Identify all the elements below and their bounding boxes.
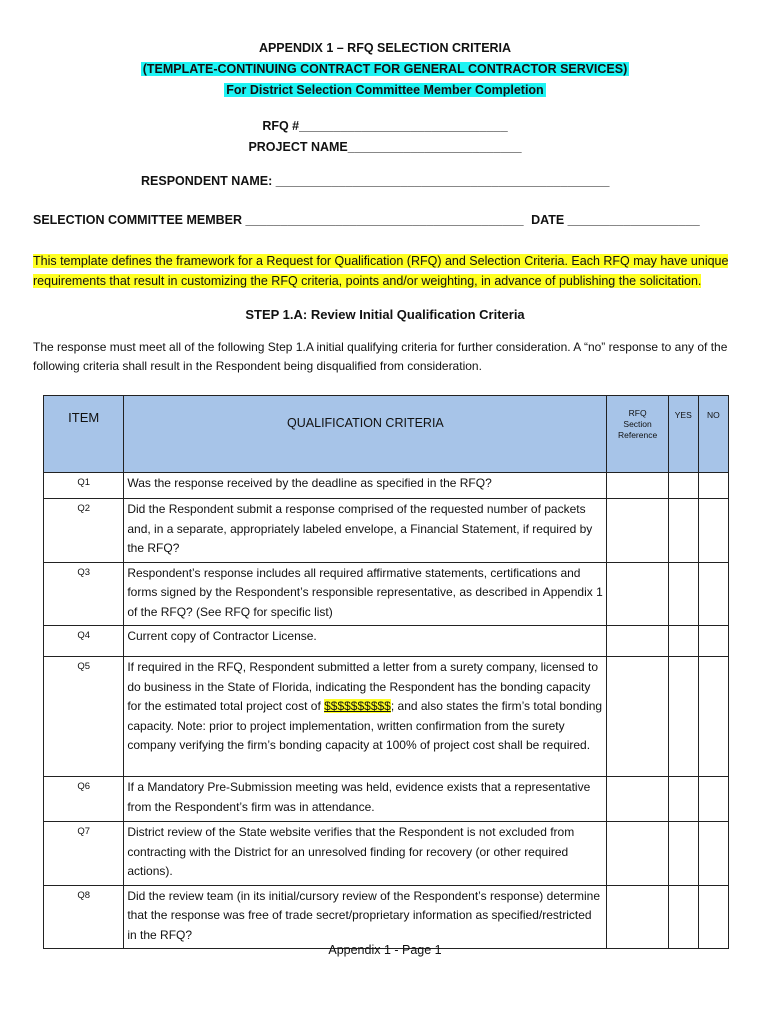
yes-cell[interactable] bbox=[668, 777, 698, 822]
no-cell[interactable] bbox=[698, 822, 728, 886]
criteria-text bbox=[124, 657, 607, 777]
page-title: APPENDIX 1 – RFQ SELECTION CRITERIA bbox=[258, 41, 512, 55]
reference-header-line: RFQ bbox=[628, 408, 647, 418]
table-row bbox=[44, 473, 729, 499]
reference-header-line: Section bbox=[623, 419, 652, 429]
reference-cell[interactable] bbox=[607, 822, 668, 886]
page-subtitle: (TEMPLATE-CONTINUING CONTRACT FOR GENERAL CONTRACTOR SERVICES) bbox=[142, 62, 628, 76]
step-intro: The response must meet all of the following Step 1.A initial qualifying criteria for further consideration. A “no” response to any of the following criteria shall result in the Respondent being disqualified from consideration. bbox=[33, 340, 728, 373]
item-id: Q7 bbox=[44, 822, 124, 886]
table-row bbox=[44, 499, 729, 563]
table-header-row bbox=[44, 396, 729, 473]
committee-member-field[interactable]: SELECTION COMMITTEE MEMBER ________________________________________ bbox=[33, 213, 524, 227]
page-footer: Appendix 1 - Page 1 bbox=[328, 943, 442, 957]
reference-cell[interactable] bbox=[607, 777, 668, 822]
rfq-fields bbox=[0, 116, 770, 158]
item-id: Q5 bbox=[44, 657, 124, 777]
yes-cell[interactable] bbox=[668, 657, 698, 777]
committee-member-line bbox=[33, 210, 700, 231]
yes-cell[interactable] bbox=[668, 626, 698, 657]
criteria-text: Was the response received by the deadline as specified in the RFQ? bbox=[124, 473, 607, 499]
step-heading: STEP 1.A: Review Initial Qualification Criteria bbox=[245, 307, 525, 322]
reference-cell[interactable] bbox=[607, 885, 668, 949]
table-row bbox=[44, 626, 729, 657]
criteria-header: QUALIFICATION CRITERIA bbox=[124, 396, 607, 473]
yes-cell[interactable] bbox=[668, 885, 698, 949]
reference-cell[interactable] bbox=[607, 499, 668, 563]
date-field[interactable]: DATE ___________________ bbox=[531, 213, 700, 227]
reference-header-line: Reference bbox=[617, 430, 658, 440]
criteria-text: Did the review team (in its initial/cursory review of the Respondent’s response) determine that the response was free of trade secret/proprietary information as specified/restricted in the RFQ? bbox=[124, 885, 607, 949]
item-header: ITEM bbox=[44, 396, 124, 473]
table-row bbox=[44, 885, 729, 949]
item-id: Q3 bbox=[44, 562, 124, 626]
item-id: Q4 bbox=[44, 626, 124, 657]
rfq-number-field[interactable]: RFQ #______________________________ bbox=[262, 119, 508, 133]
yes-cell[interactable] bbox=[668, 822, 698, 886]
template-note bbox=[33, 251, 733, 291]
table-row bbox=[44, 657, 729, 777]
no-cell[interactable] bbox=[698, 657, 728, 777]
yes-cell[interactable] bbox=[668, 499, 698, 563]
no-cell[interactable] bbox=[698, 499, 728, 563]
reference-cell[interactable] bbox=[607, 657, 668, 777]
yes-cell[interactable] bbox=[668, 562, 698, 626]
criteria-table bbox=[43, 395, 729, 949]
completion-note: For District Selection Committee Member Completion bbox=[226, 83, 544, 97]
title-block bbox=[0, 38, 770, 101]
no-cell[interactable] bbox=[698, 777, 728, 822]
criteria-text: Respondent’s response includes all required affirmative statements, certifications and forms signed by the Respondent’s responsible representative, as described in Appendix 1 of the RFQ? (See RFQ for specific list) bbox=[124, 562, 607, 626]
table-row bbox=[44, 562, 729, 626]
no-cell[interactable] bbox=[698, 562, 728, 626]
project-cost-placeholder: $$$$$$$$$$ bbox=[324, 699, 391, 713]
criteria-text: Did the Respondent submit a response comprised of the requested number of packets and, in a separate, appropriately labeled envelope, a Financial Statement, if required by the RFQ? bbox=[124, 499, 607, 563]
criteria-text: District review of the State website verifies that the Respondent is not excluded from contracting with the District for an unresolved finding for recovery (or other required actions). bbox=[124, 822, 607, 886]
reference-cell[interactable] bbox=[607, 626, 668, 657]
reference-header bbox=[607, 396, 668, 473]
reference-cell[interactable] bbox=[607, 473, 668, 499]
no-cell[interactable] bbox=[698, 626, 728, 657]
reference-cell[interactable] bbox=[607, 562, 668, 626]
table-row bbox=[44, 777, 729, 822]
criteria-text-part: If required in the RFQ, Respondent submitted a letter from a surety company, licensed to do business in the State of Florida, indicating the Respondent has the bonding capacity for the estimated total project cost of bbox=[127, 660, 599, 713]
template-note-text: This template defines the framework for a Request for Qualification (RFQ) and Selection Criteria. Each RFQ may have unique requirements that result in customizing the RFQ criteria, points and/or weighting, in advance of publishing the solicitation. bbox=[33, 254, 729, 288]
respondent-name-field[interactable]: RESPONDENT NAME: ________________________________________________ bbox=[141, 174, 610, 188]
item-id: Q8 bbox=[44, 885, 124, 949]
criteria-text: If a Mandatory Pre-Submission meeting was held, evidence exists that a representative from the Respondent’s firm was in attendance. bbox=[124, 777, 607, 822]
item-id: Q1 bbox=[44, 473, 124, 499]
criteria-text: Current copy of Contractor License. bbox=[124, 626, 607, 657]
table-row bbox=[44, 822, 729, 886]
item-id: Q2 bbox=[44, 499, 124, 563]
yes-header: YES bbox=[668, 396, 698, 473]
criteria-text-part: ; and also states the firm’s total bonding capacity. Note: prior to project implementation, written confirmation from the surety company verifying the firm’s bonding capacity at 100% of project cost shall be required. bbox=[127, 699, 603, 752]
no-cell[interactable] bbox=[698, 473, 728, 499]
no-header: NO bbox=[698, 396, 728, 473]
no-cell[interactable] bbox=[698, 885, 728, 949]
yes-cell[interactable] bbox=[668, 473, 698, 499]
item-id: Q6 bbox=[44, 777, 124, 822]
project-name-field[interactable]: PROJECT NAME_________________________ bbox=[248, 140, 522, 154]
